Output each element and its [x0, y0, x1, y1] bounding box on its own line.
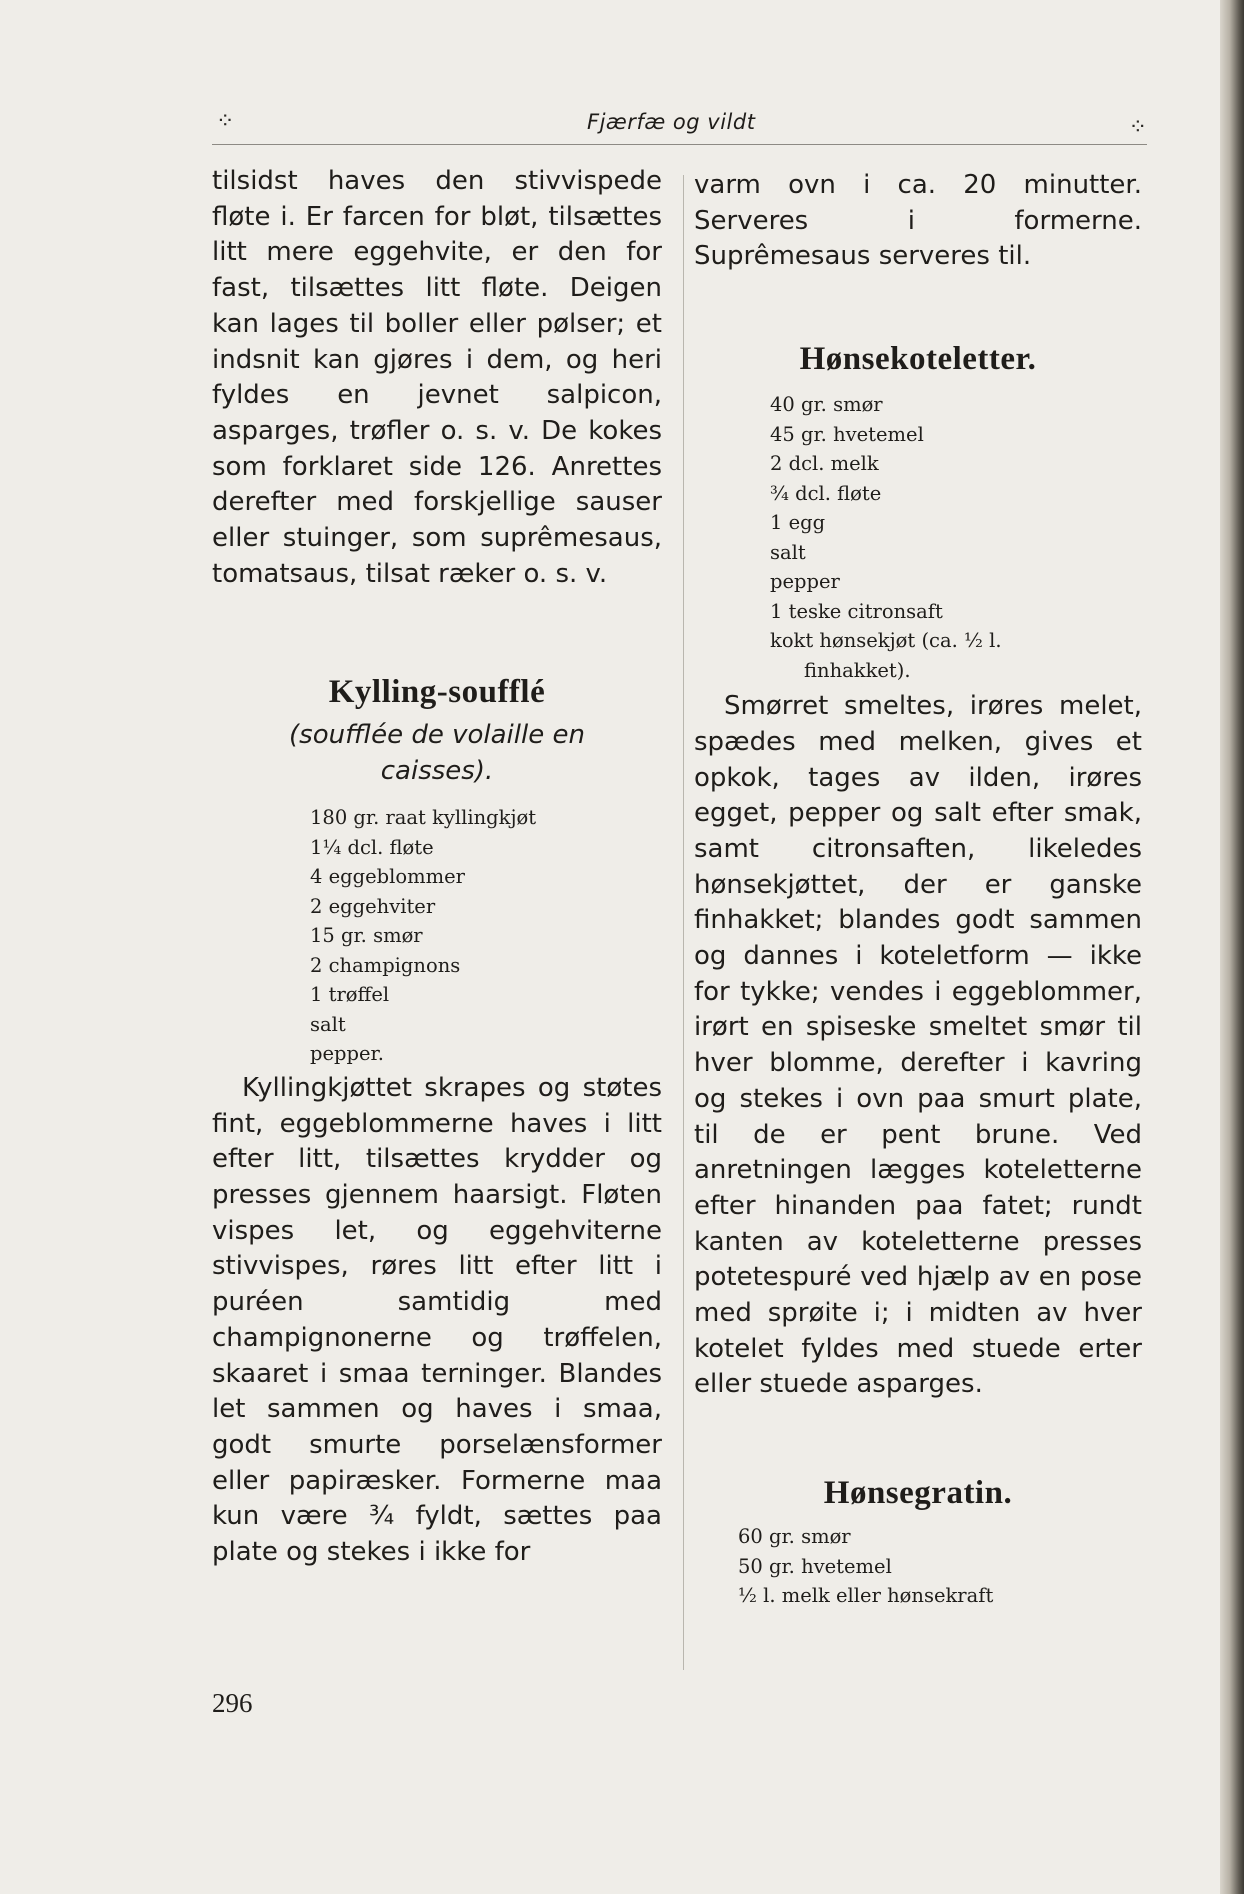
recipe-honsekoteletter — [694, 341, 1142, 1403]
ingredient-item: pepper. — [310, 1042, 384, 1066]
ingredient-item: kokt hønsekjøt (ca. ½ l. — [770, 629, 1002, 653]
ingredient-item: ¾ dcl. fløte — [770, 481, 882, 505]
ingredient-item: 15 gr. smør — [310, 924, 423, 948]
ingredient-item: 1 teske citronsaft — [770, 599, 943, 623]
ingredient-item: 2 champignons — [310, 953, 461, 977]
ingredient-list — [738, 1522, 1142, 1611]
recipe-subtitle: (soufflée de volaille en caisses). — [289, 720, 585, 787]
right-column — [694, 168, 1142, 1611]
ingredient-item: 50 gr. hvetemel — [738, 1554, 892, 1578]
column-divider — [683, 175, 684, 1670]
ingredient-list — [770, 390, 1142, 685]
recipe-method: Smørret smeltes, irøres melet, spædes med melken, gives et opkok, tages av ilden, irøres egget, pepper og salt efter smak, samt citronsaften, likeledes hønsekjøttet, der er ganske finhakket; blandes godt sammen og dannes i koteletform — ikke for tykke; vendes i eggeblommer, irørt en spiseske smeltet smør til hver blomme, derefter i kavring og stekes i ovn paa smurt plate, til de er pent brune. Ved anretningen lægges koteletterne efter hinanden paa fatet; rundt kanten av koteletterne presses potetespuré ved hjælp av en pose med sprøite i; i midten av hver kotelet fyldes med stuede erter eller stuede asparges. — [694, 691, 1142, 1400]
recipe-title: Hønsekoteletter. — [799, 341, 1037, 378]
ingredient-item: 60 gr. smør — [738, 1525, 851, 1549]
continuation-paragraph: tilsidst haves den stivvispede fløte i. Er farcen for bløt, tilsættes litt mere eggehvite, er den for fast, tilsættes litt fløte. Deigen kan lages til boller eller pølser; et indsnit kan gjøres i dem, og heri fyldes en jevnet salpicon, asparges, trøfler o. s. v. De kokes som forklaret side 126. Anrettes derefter med forskjellige sauser eller stuinger, som suprêmesaus, tomatsaus, tilsat ræker o. s. v. — [212, 166, 662, 589]
page-number: 296 — [212, 1688, 253, 1718]
recipe-title: Kylling-soufflé — [328, 674, 546, 711]
recipe-kylling-souffle — [212, 674, 662, 1570]
ornament-left-icon: ⁘ — [216, 108, 235, 133]
running-head: Fjærfæ og vildt — [587, 110, 756, 134]
ingredient-item: ½ l. melk eller hønsekraft — [738, 1584, 994, 1608]
ingredient-item: finhakket). — [804, 658, 911, 682]
ingredient-item: pepper — [770, 570, 840, 594]
ingredient-item: salt — [770, 540, 806, 564]
ingredient-item: 1¼ dcl. fløte — [310, 835, 434, 859]
ingredient-item: 1 trøffel — [310, 983, 390, 1007]
ornament-right-icon: ⁘ — [1128, 114, 1147, 139]
recipe-method: Kyllingkjøttet skrapes og støtes fint, eggeblommerne haves i litt efter litt, tilsættes krydder og presses gjennem haarsigt. Fløten vispes let, og eggehviterne stivvispes, røres litt efter litt i puréen samtidig med champignonerne og trøffelen, skaaret i smaa terninger. Blandes let sammen og haves i smaa, godt smurte porselænsformer eller papiræsker. Formerne maa kun være ¾ fyldt, sættes paa plate og stekes i ikke for — [212, 1072, 662, 1568]
ingredient-item: 45 gr. hvetemel — [770, 422, 924, 446]
ingredient-item: 40 gr. smør — [770, 393, 883, 417]
continuation-paragraph: varm ovn i ca. 20 minutter. Serveres i formerne. Suprêmesaus serveres til. — [694, 170, 1142, 272]
recipe-title: Hønsegratin. — [823, 1475, 1013, 1512]
left-column — [212, 164, 662, 1571]
ingredient-item: salt — [310, 1012, 346, 1036]
recipe-honsegratin — [694, 1475, 1142, 1611]
ingredient-item: 2 eggehviter — [310, 894, 436, 918]
ingredient-list — [310, 803, 662, 1069]
ingredient-item: 180 gr. raat kyllingkjøt — [310, 806, 537, 830]
ingredient-item: 4 eggeblommer — [310, 865, 465, 889]
ingredient-item: 1 egg — [770, 511, 826, 535]
page-header — [212, 108, 1147, 145]
ingredient-item: 2 dcl. melk — [770, 452, 879, 476]
book-spine-edge — [1220, 0, 1244, 1894]
